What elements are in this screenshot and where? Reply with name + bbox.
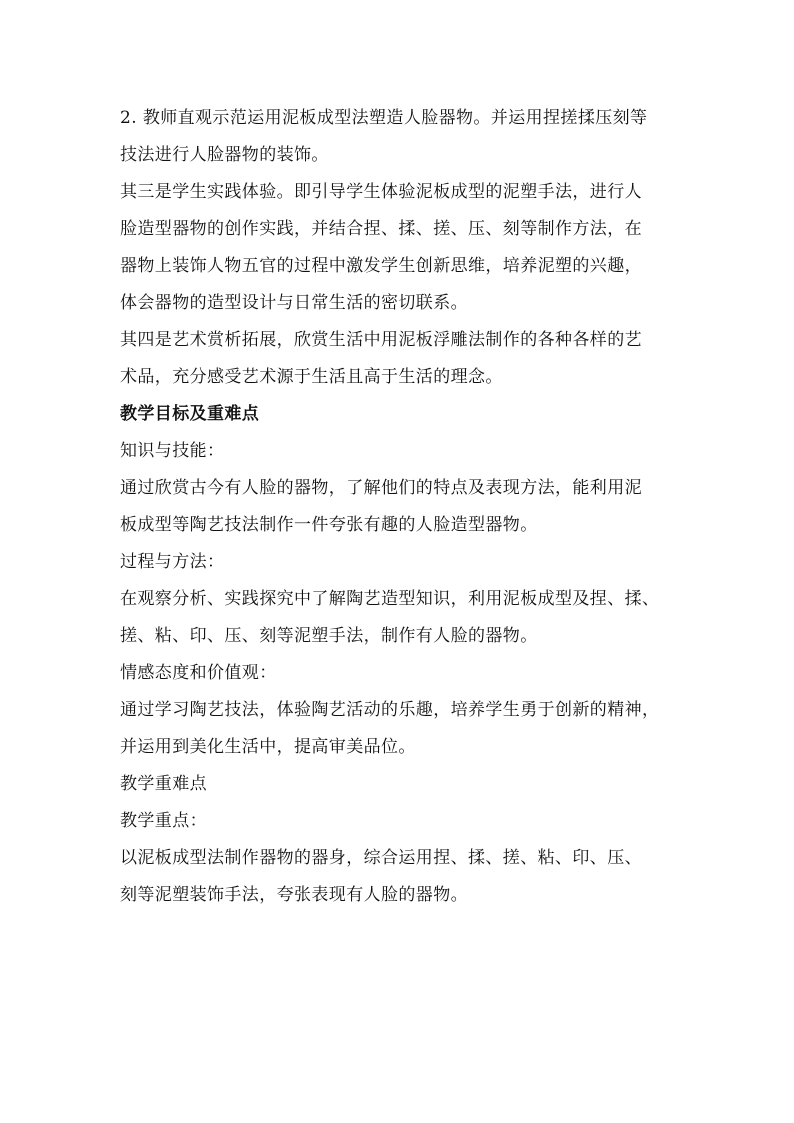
paragraph-line: 在观察分析、实践探究中了解陶艺造型知识，利用泥板成型及捏、揉、: [120, 589, 660, 609]
paragraph-line: 以泥板成型法制作器物的器身，综合运用捏、揉、搓、粘、印、压、: [120, 848, 642, 868]
document-body: [120, 100, 690, 914]
subheading: 教学重难点: [120, 774, 207, 794]
paragraph-line: 器物上装饰人物五官的过程中激发学生创新思维，培养泥塑的兴趣，: [120, 256, 642, 276]
paragraph-line: 搓、粘、印、压、刻等泥塑手法，制作有人脸的器物。: [120, 626, 538, 646]
paragraph-line: 术品，充分感受艺术源于生活且高于生活的理念。: [120, 367, 503, 387]
subheading: 教学重点：: [120, 811, 207, 831]
paragraph-line: 通过欣赏古今有人脸的器物，了解他们的特点及表现方法，能利用泥: [120, 478, 642, 498]
paragraph-line: 技法进行人脸器物的装饰。: [120, 145, 329, 165]
paragraph-line: 刻等泥塑装饰手法，夸张表现有人脸的器物。: [120, 885, 468, 905]
paragraph-line: 脸造型器物的创作实践，并结合捏、揉、搓、压、刻等制作方法，在: [120, 219, 642, 239]
paragraph-line: 其三是学生实践体验。即引导学生体验泥板成型的泥塑手法，进行人: [120, 182, 642, 202]
subheading: 情感态度和价值观：: [120, 663, 277, 683]
section-heading: 教学目标及重难点: [120, 404, 260, 424]
paragraph-line: 其四是艺术赏析拓展，欣赏生活中用泥板浮雕法制作的各种各样的艺: [120, 330, 642, 350]
paragraph-line: 并运用到美化生活中，提高审美品位。: [120, 737, 416, 757]
paragraph-line: 通过学习陶艺技法，体验陶艺活动的乐趣，培养学生勇于创新的精神，: [120, 700, 660, 720]
paragraph-line: 体会器物的造型设计与日常生活的密切联系。: [120, 293, 468, 313]
paragraph-line: 板成型等陶艺技法制作一件夸张有趣的人脸造型器物。: [120, 515, 538, 535]
subheading: 过程与方法：: [120, 552, 225, 572]
subheading: 知识与技能：: [120, 441, 225, 461]
paragraph-line: 2. 教师直观示范运用泥板成型法塑造人脸器物。并运用捏搓揉压刻等: [120, 108, 648, 128]
